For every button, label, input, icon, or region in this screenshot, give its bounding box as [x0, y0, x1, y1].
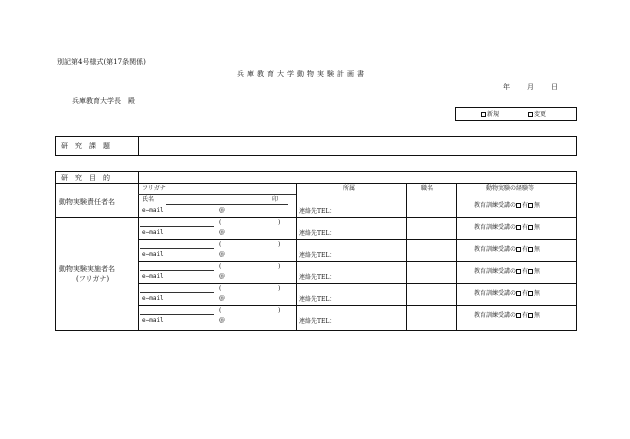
implementer-yes-checkbox[interactable]	[516, 225, 521, 230]
implementer-paren-open: (	[219, 307, 222, 314]
responsible-label: 動物実験責任者名	[59, 198, 115, 206]
application-type-box	[455, 107, 577, 121]
implementer-yes-checkbox[interactable]	[516, 313, 521, 318]
implementer-yes-checkbox[interactable]	[516, 291, 521, 296]
date-day-label: 日	[551, 83, 558, 91]
implementer-tel-label: 連絡先TEL：	[299, 296, 336, 303]
implementer-yes-checkbox[interactable]	[516, 247, 521, 252]
col-header-furigana: フリガナ	[142, 185, 166, 192]
implementer-paren-open: (	[219, 241, 222, 248]
implementer-experience: 教育訓練受講の 有 無	[474, 312, 541, 319]
implementer-experience: 教育訓練受講の 有 無	[474, 290, 541, 297]
implementer-experience: 教育訓練受講の 有 無	[474, 224, 541, 231]
change-checkbox[interactable]	[528, 112, 533, 117]
addressee: 兵庫教育大学長 殿	[72, 97, 135, 105]
implementer-email-at: @	[219, 317, 225, 324]
date-year-label: 年	[503, 83, 510, 91]
implementer-email-at: @	[219, 229, 225, 236]
implementer-no-checkbox[interactable]	[528, 269, 533, 274]
change-option[interactable]: 変更	[528, 111, 546, 119]
new-option[interactable]: 新規	[481, 111, 499, 119]
responsible-no-checkbox[interactable]	[528, 203, 533, 208]
implementer-tel-label: 連絡先TEL：	[299, 252, 336, 259]
implementer-email-label: e−mail	[142, 295, 164, 302]
implementer-paren-close: )	[278, 285, 281, 292]
implementer-no-checkbox[interactable]	[528, 225, 533, 230]
implementer-tel-label: 連絡先TEL：	[299, 274, 336, 281]
responsible-email-label: e−mail	[142, 207, 164, 214]
implementer-email-at: @	[219, 251, 225, 258]
implementer-email-at: @	[219, 273, 225, 280]
responsible-experience: 教育訓練受講の 有 無	[474, 202, 541, 209]
responsible-name-label: 氏名	[142, 196, 155, 203]
seal-label: 印	[272, 196, 279, 203]
implementer-email-label: e−mail	[142, 251, 164, 258]
implementer-experience: 教育訓練受講の 有 無	[474, 246, 541, 253]
col-header-experience: 動物実験の経験等	[486, 185, 535, 192]
date-month-label: 月	[527, 83, 534, 91]
implementer-paren-close: )	[278, 241, 281, 248]
new-checkbox[interactable]	[481, 112, 486, 117]
implementer-no-checkbox[interactable]	[528, 247, 533, 252]
responsible-tel-label: 連絡先TEL：	[299, 208, 336, 215]
implementer-email-label: e−mail	[142, 273, 164, 280]
implementer-email-at: @	[219, 295, 225, 302]
col-header-position: 職名	[421, 185, 434, 192]
implementer-tel-label: 連絡先TEL：	[299, 230, 336, 237]
implementer-yes-checkbox[interactable]	[516, 269, 521, 274]
implementer-no-checkbox[interactable]	[528, 313, 533, 318]
implementer-paren-close: )	[278, 219, 281, 226]
implementer-no-checkbox[interactable]	[528, 291, 533, 296]
col-header-affiliation: 所属	[343, 185, 356, 192]
implementer-paren-close: )	[278, 263, 281, 270]
implementers-label: 動物実験実施者名	[59, 265, 115, 273]
implementer-paren-open: (	[219, 263, 222, 270]
implementer-paren-close: )	[278, 307, 281, 314]
implementer-paren-open: (	[219, 285, 222, 292]
document-title: 兵庫教育大学動物実験計画書	[237, 70, 367, 78]
responsible-email-at: @	[219, 207, 225, 214]
implementer-experience: 教育訓練受講の 有 無	[474, 268, 541, 275]
implementer-email-label: e−mail	[142, 317, 164, 324]
implementer-paren-open: (	[219, 219, 222, 226]
implementer-email-label: e−mail	[142, 229, 164, 236]
implementers-sublabel: (フリガナ)	[76, 275, 110, 283]
main-table	[55, 171, 577, 331]
form-reference: 別記第4号様式(第17条関係)	[57, 58, 146, 66]
research-title-box	[55, 136, 577, 156]
implementer-tel-label: 連絡先TEL：	[299, 318, 336, 325]
responsible-yes-checkbox[interactable]	[516, 203, 521, 208]
research-purpose-label: 研究目的	[61, 174, 117, 182]
research-title-label: 研究課題	[61, 142, 117, 150]
